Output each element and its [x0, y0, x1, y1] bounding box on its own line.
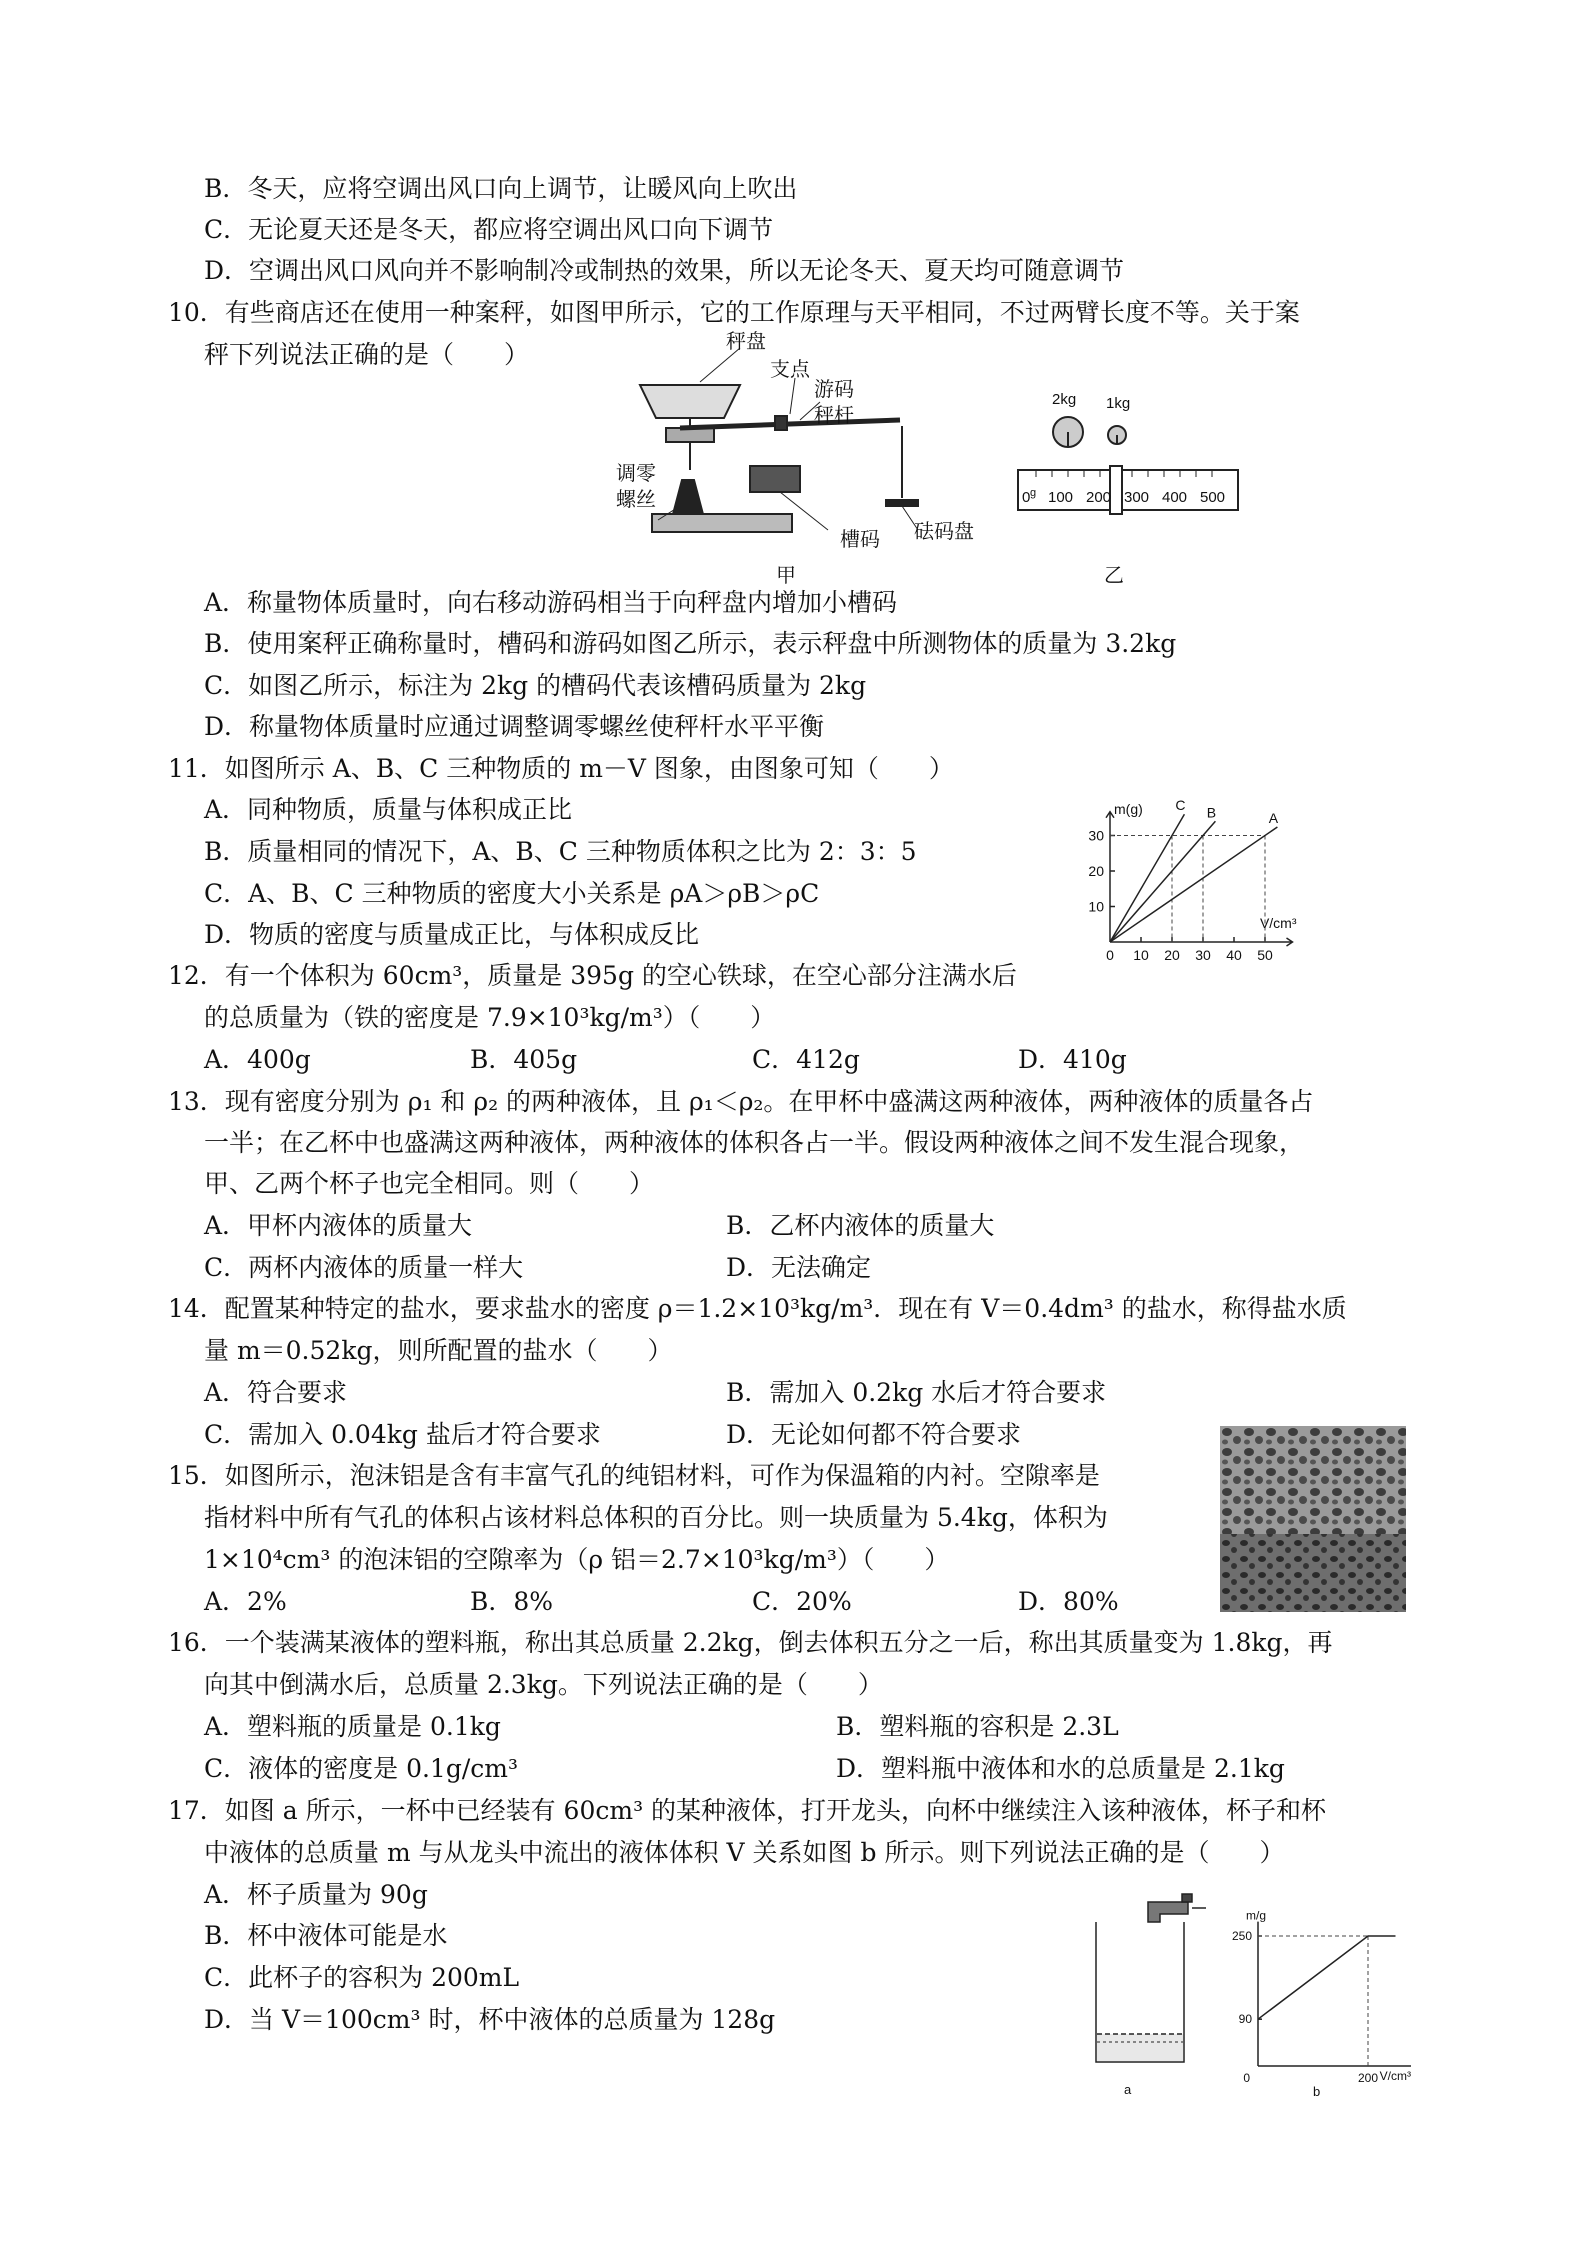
q17-stem-line2: 中液体的总质量 m 与从龙头中流出的液体体积 V 关系如图 b 所示。则下列说法正确的是（ ） [204, 1838, 1285, 1867]
caption-a: a [1124, 2082, 1132, 2097]
ruler-tick-0: 0 [1022, 489, 1031, 506]
q16-option-a: A．塑料瓶的质量是 0.1kg [204, 1712, 501, 1741]
q15-option-b: B．8% [470, 1587, 554, 1616]
q14-option-c: C．需加入 0.04kg 盐后才符合要求 [204, 1420, 601, 1449]
q14-stem-line2: 量 m＝0.52kg，则所配置的盐水（ ） [204, 1336, 673, 1365]
q12-stem-line1: 12．有一个体积为 60cm³，质量是 395g 的空心铁球，在空心部分注满水后 [168, 961, 1017, 990]
q10-option-b: B．使用案秤正确称量时，槽码和游码如图乙所示，表示秤盘中所测物体的质量为 3.2kg [204, 629, 1177, 658]
q15-option-d: D．80% [1018, 1587, 1119, 1616]
q14-stem-line1: 14．配置某种特定的盐水，要求盐水的密度 ρ＝1.2×10³kg/m³．现在有 V＝0.4dm³ 的盐水，称得盐水质 [168, 1294, 1347, 1323]
q10-option-d: D．称量物体质量时应通过调整调零螺丝使秤杆水平平衡 [204, 712, 825, 741]
q12-option-a: A．400g [204, 1045, 311, 1074]
mass-volume-chart [1080, 780, 1440, 970]
q9-option-b: B．冬天，应将空调出风口向上调节，让暖风向上吹出 [204, 174, 798, 203]
x-tick-label-50: 50 [1257, 947, 1273, 963]
q13-option-d: D．无法确定 [726, 1253, 872, 1282]
y-tick-label-20: 20 [1088, 863, 1104, 879]
cup-mass-volume-chart [1218, 1906, 1438, 2102]
q10-option-a: A．称量物体质量时，向右移动游码相当于向秤盘内增加小槽码 [204, 588, 898, 617]
ruler-tick-200: 200 [1086, 489, 1112, 506]
q17-option-d: D．当 V＝100cm³ 时，杯中液体的总质量为 128g [204, 2005, 776, 2034]
q14-option-b: B．需加入 0.2kg 水后才符合要求 [726, 1378, 1107, 1407]
q12-option-d: D．410g [1018, 1045, 1127, 1074]
q12-stem-line2: 的总质量为（铁的密度是 7.9×10³kg/m³）（ ） [204, 1003, 776, 1032]
q10-stem-line1: 10．有些商店还在使用一种案秤，如图甲所示，它的工作原理与天平相同，不过两臂长度不等。关于案 [168, 298, 1300, 327]
q15-stem-line3: 1×10⁴cm³ 的泡沫铝的空隙率为（ρ 铝＝2.7×10³kg/m³）（ ） [204, 1545, 950, 1574]
q14-option-a: A．符合要求 [204, 1378, 348, 1407]
ruler-tick-500: 500 [1200, 489, 1226, 506]
x-axis-label: V/cm³ [1259, 915, 1297, 931]
q15-option-c: C．20% [752, 1587, 852, 1616]
x-tick-label-10: 10 [1133, 947, 1149, 963]
caption-b: b [1313, 2084, 1321, 2099]
x-tick-label-30: 30 [1195, 947, 1211, 963]
label-zero-screw-2: 螺丝 [616, 489, 656, 511]
q16-option-d: D．塑料瓶中液体和水的总质量是 2.1kg [836, 1754, 1285, 1783]
q12-option-b: B．405g [470, 1045, 578, 1074]
y-tick-label-90: 90 [1238, 2012, 1252, 2027]
q13-stem-line1: 13．现有密度分别为 ρ₁ 和 ρ₂ 的两种液体，且 ρ₁＜ρ₂。在甲杯中盛满这两种液体，两种液体的质量各占 [168, 1087, 1314, 1116]
q9-option-c: C．无论夏天还是冬天，都应将空调出风口向下调节 [204, 215, 774, 244]
origin-label: 0 [1243, 2071, 1250, 2085]
label-pan: 秤盘 [726, 331, 766, 353]
q14-option-d: D．无论如何都不符合要求 [726, 1420, 1022, 1449]
ruler-unit-g: g [1030, 487, 1037, 499]
q13-option-a: A．甲杯内液体的质量大 [204, 1211, 473, 1240]
slot-weight-ruler-figure [1010, 380, 1250, 590]
ruler-tick-100: 100 [1048, 489, 1074, 506]
caption-jia: 甲 [776, 565, 796, 587]
chart-labels [1232, 1909, 1411, 2085]
platform-scale-figure [600, 330, 1020, 590]
x-axis-label: V/cm³ [1379, 2069, 1411, 2083]
series-label-B: B [1206, 804, 1217, 821]
label-pivot: 支点 [770, 359, 810, 381]
q16-option-c: C．液体的密度是 0.1g/cm³ [204, 1754, 518, 1783]
label-beam: 秤杆 [814, 405, 854, 427]
q13-stem-line2: 一半；在乙杯中也盛满这两种液体，两种液体的体积各占一半。假设两种液体之间不发生混合现象， [204, 1128, 1305, 1157]
caption-yi: 乙 [1104, 565, 1124, 587]
x-tick-label-200: 200 [1357, 2071, 1379, 2085]
q10-stem-line2: 秤下列说法正确的是（ ） [204, 340, 530, 369]
label-weight-pan: 砝码盘 [914, 521, 974, 543]
q16-stem-line1: 16．一个装满某液体的塑料瓶，称出其总质量 2.2kg，倒去体积五分之一后，称出其质量变为 1.8kg，再 [168, 1628, 1333, 1657]
y-axis-label: m/g [1245, 1908, 1267, 1923]
q11-option-d: D．物质的密度与质量成正比，与体积成反比 [204, 920, 700, 949]
chart-series-lines [1258, 1936, 1396, 2019]
series-label-A: A [1268, 809, 1279, 826]
q13-stem-line3: 甲、乙两个杯子也完全相同。则（ ） [204, 1169, 655, 1198]
q15-stem-line1: 15．如图所示，泡沫铝是含有丰富气孔的纯铝材料，可作为保温箱的内衬。空隙率是 [168, 1461, 1100, 1490]
q16-stem-line2: 向其中倒满水后，总质量 2.3kg。下列说法正确的是（ ） [204, 1670, 883, 1699]
weight-2kg-label: 2kg [1052, 391, 1077, 408]
q12-option-c: C．412g [752, 1045, 860, 1074]
y-tick-label-30: 30 [1088, 827, 1104, 844]
q9-option-d: D．空调出风口风向并不影响制冷或制热的效果，所以无论冬天、夏天均可随意调节 [204, 256, 1125, 285]
q16-option-b: B．塑料瓶的容积是 2.3L [836, 1712, 1119, 1741]
series-line-C [1110, 814, 1184, 942]
series-line-A [1110, 827, 1277, 942]
q11-option-a: A．同种物质，质量与体积成正比 [204, 795, 573, 824]
q11-option-b: B．质量相同的情况下，A、B、C 三种物质体积之比为 2：3：5 [204, 837, 917, 866]
x-tick-label-0: 0 [1106, 947, 1114, 963]
q17-option-a: A．杯子质量为 90g [204, 1880, 428, 1909]
y-axis-label: m(g) [1114, 800, 1143, 817]
ruler-tick-400: 400 [1162, 489, 1188, 506]
ruler-tick-300: 300 [1124, 489, 1150, 506]
q10-option-c: C．如图乙所示，标注为 2kg 的槽码代表该槽码质量为 2kg [204, 671, 867, 700]
ruler-rider [1110, 466, 1122, 514]
label-slot-weight: 槽码 [840, 529, 880, 551]
q17-stem-line1: 17．如图 a 所示，一杯中已经装有 60cm³ 的某种液体，打开龙头，向杯中继续注入该种液体，杯子和杯 [168, 1796, 1327, 1825]
chart-axes [1258, 1922, 1411, 2066]
q13-option-c: C．两杯内液体的质量一样大 [204, 1253, 524, 1282]
q15-option-a: A．2% [204, 1587, 287, 1616]
y-tick-label-10: 10 [1088, 898, 1104, 915]
faucet-cup-figure [1088, 1882, 1218, 2102]
series-label-C: C [1175, 797, 1186, 814]
chart-guide-lines [1258, 1936, 1368, 2066]
q11-stem: 11．如图所示 A、B、C 三种物质的 m－V 图象，由图象可知（ ） [168, 754, 954, 783]
weight-1kg-label: 1kg [1106, 395, 1131, 412]
chart-series-lines [1110, 814, 1277, 942]
y-tick-label-250: 250 [1231, 1929, 1252, 1943]
q15-stem-line2: 指材料中所有气孔的体积占该材料总体积的百分比。则一块质量为 5.4kg，体积为 [204, 1503, 1108, 1532]
q17-option-b: B．杯中液体可能是水 [204, 1921, 448, 1950]
label-rider: 游码 [814, 379, 854, 401]
q17-option-c: C．此杯子的容积为 200mL [204, 1963, 520, 1992]
series-line-total-mass [1258, 1936, 1396, 2019]
q13-option-b: B．乙杯内液体的质量大 [726, 1211, 995, 1240]
label-zero-screw-1: 调零 [616, 463, 656, 485]
q11-option-c: C．A、B、C 三种物质的密度大小关系是 ρA＞ρB＞ρC [204, 879, 820, 908]
foam-aluminum-photo [1220, 1426, 1406, 1612]
series-line-B [1110, 821, 1215, 942]
x-tick-label-20: 20 [1164, 947, 1180, 963]
x-tick-label-40: 40 [1226, 947, 1242, 963]
